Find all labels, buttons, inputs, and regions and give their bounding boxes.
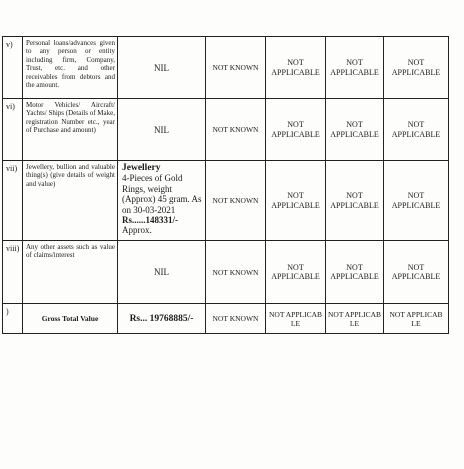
applicability-cell: NOT APPLICABLE	[384, 37, 449, 99]
status-cell: NOT KNOWN	[206, 304, 266, 334]
row-number: )	[3, 304, 23, 334]
jewellery-heading: Jewellery	[122, 163, 161, 173]
jewellery-value-cell	[118, 161, 206, 241]
asset-value: NIL	[118, 99, 206, 161]
gross-total-label: Gross Total Value	[23, 304, 118, 334]
row-number: viii)	[3, 241, 23, 304]
gross-total-value: Rs... 19768885/-	[118, 304, 206, 334]
applicability-cell: NOT APPLICABLE	[326, 37, 384, 99]
asset-description: Motor Vehicles/ Aircraft/ Yachts/ Ships (Details of Make, registration Number etc., year of Purchase and amount)	[23, 99, 118, 161]
asset-description: Personal loans/advances given to any person or entity including firm, Company, Trust, etc. and other receivables from debtors and the amount.	[23, 37, 118, 99]
applicability-cell: NOT APPLICABLE	[326, 161, 384, 241]
status-cell: NOT KNOWN	[206, 161, 266, 241]
applicability-cell: NOT APPLICABLE	[326, 99, 384, 161]
applicability-cell: NOT APPLICAB LE	[266, 304, 326, 334]
asset-description: Any other assets such as value of claims/interest	[23, 241, 118, 304]
row-number: v)	[3, 37, 23, 99]
table-row	[3, 99, 449, 161]
table-row	[3, 161, 449, 241]
jewellery-note: Approx.	[122, 225, 152, 236]
applicability-cell: NOT APPLICABLE	[266, 99, 326, 161]
asset-value: NIL	[118, 241, 206, 304]
applicability-cell: NOT APPLICAB LE	[326, 304, 384, 334]
table-row	[3, 304, 449, 334]
applicability-cell: NOT APPLICABLE	[266, 241, 326, 304]
asset-value: NIL	[118, 37, 206, 99]
row-number: vi)	[3, 99, 23, 161]
status-cell: NOT KNOWN	[206, 37, 266, 99]
assets-table	[2, 36, 449, 334]
asset-description: Jewellery, bullion and valuable thing(s) (give details of weight and value)	[23, 161, 118, 241]
applicability-cell: NOT APPLICABLE	[384, 241, 449, 304]
applicability-cell: NOT APPLICABLE	[266, 161, 326, 241]
applicability-cell: NOT APPLICABLE	[384, 161, 449, 241]
applicability-cell: NOT APPLICABLE	[266, 37, 326, 99]
applicability-cell: NOT APPLICAB LE	[384, 304, 449, 334]
table-row	[3, 37, 449, 99]
status-cell: NOT KNOWN	[206, 99, 266, 161]
row-number: vii)	[3, 161, 23, 241]
status-cell: NOT KNOWN	[206, 241, 266, 304]
table-row	[3, 241, 449, 304]
applicability-cell: NOT APPLICABLE	[384, 99, 449, 161]
jewellery-detail: 4-Pieces of Gold Rings, weight (Approx) 45 gram. As on 30-03-2021	[122, 173, 202, 215]
applicability-cell: NOT APPLICABLE	[326, 241, 384, 304]
jewellery-amount: Rs......148331/-	[122, 215, 178, 226]
